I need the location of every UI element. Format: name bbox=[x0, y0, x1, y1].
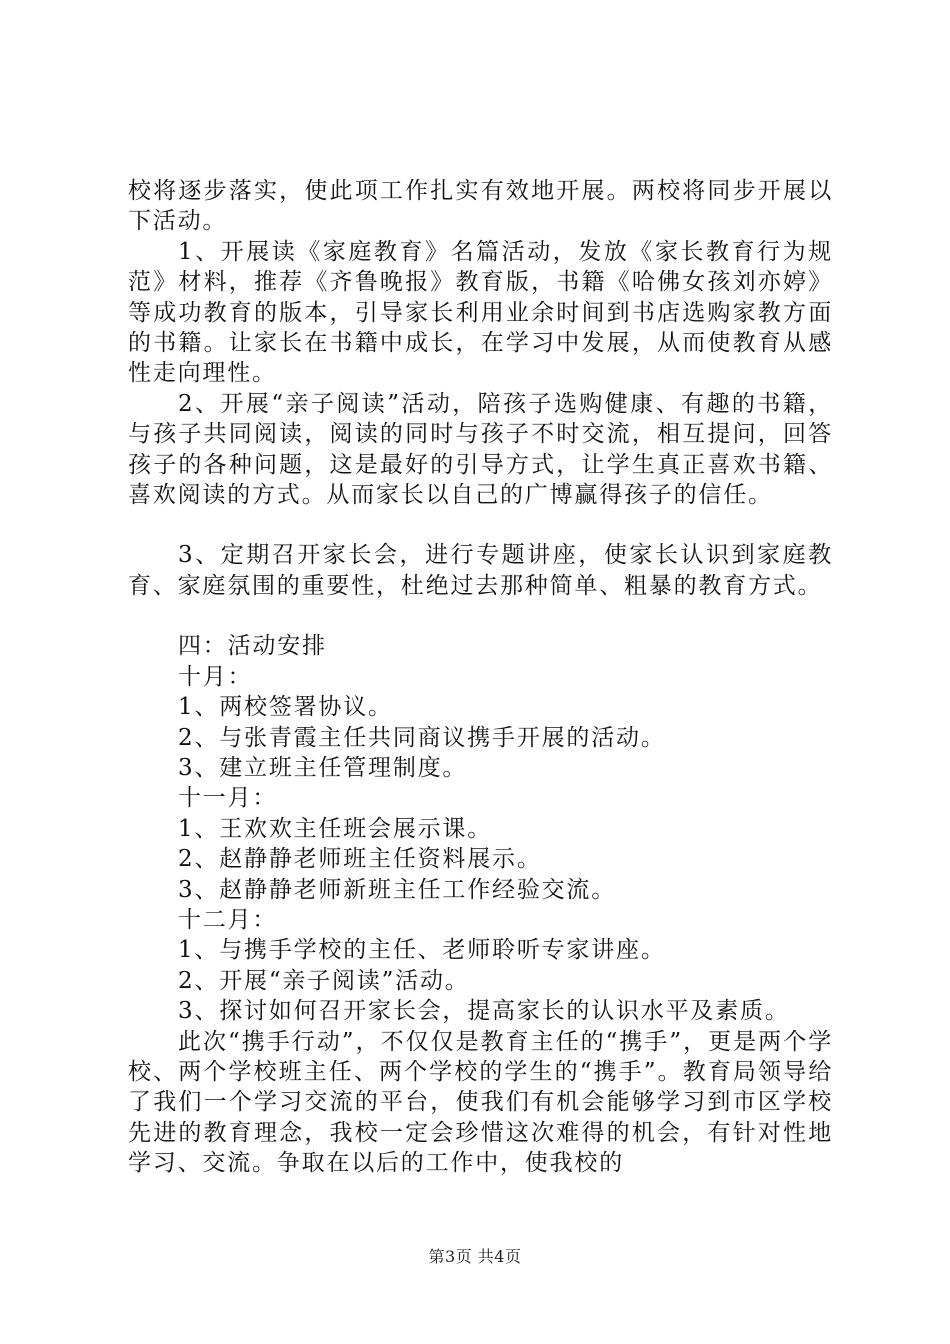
schedule-item: 3、探讨如何召开家长会，提高家长的认识水平及素质。 bbox=[178, 998, 790, 1025]
paragraph-item-1: 1、开展读《家庭教育》名篇活动，发放《家长教育行为规范》材料，推荐《齐鲁晚报》教育版，书籍《哈佛女孩刘亦婷》等成功教育的版本，引导家长利用业余时间到书店选购家教方面的书籍。让家长在书籍中成长，在学习中发展，从而使教育从感性走向理性。 bbox=[128, 238, 833, 387]
schedule-item: 1、王欢欢主任班会展示课。 bbox=[178, 815, 493, 842]
schedule-month-november: 十一月： bbox=[178, 785, 278, 812]
schedule-item: 3、建立班主任管理制度。 bbox=[178, 754, 468, 781]
document-body bbox=[128, 176, 833, 1179]
schedule-item: 2、开展“亲子阅读”活动。 bbox=[178, 967, 470, 994]
schedule-item: 1、与携手学校的主任、老师聆听专家讲座。 bbox=[178, 937, 666, 964]
schedule-heading: 四：活动安排 bbox=[178, 633, 327, 660]
schedule-item: 2、与张青霞主任共同商议携手开展的活动。 bbox=[178, 724, 666, 751]
paragraph-continuation: 校将逐步落实，使此项工作扎实有效地开展。两校将同步开展以下活动。 bbox=[128, 178, 833, 235]
paragraph-item-2: 2、开展“亲子阅读”活动，陪孩子选购健康、有趣的书籍，与孩子共同阅读，阅读的同时与孩子不时交流，相互提问，回答孩子的各种问题，这是最好的引导方式，让学生真正喜欢书籍、喜欢阅读的方式。从而家长以自己的广博赢得孩子的信任。 bbox=[128, 390, 833, 509]
schedule-item: 2、赵静静老师班主任资料展示。 bbox=[178, 846, 542, 873]
schedule-item: 3、赵静静老师新班主任工作经验交流。 bbox=[178, 876, 617, 903]
paragraph-item-3: 3、定期召开家长会，进行专题讲座，使家长认识到家庭教育、家庭氛围的重要性，杜绝过去那种简单、粗暴的教育方式。 bbox=[128, 542, 833, 599]
page-number-footer: 第3页 共4页 bbox=[428, 1247, 522, 1266]
schedule-item: 1、两校签署协议。 bbox=[178, 694, 393, 721]
paragraph-closing: 此次“携手行动”，不仅仅是教育主任的“携手”，更是两个学校、两个学校班主任、两个学校的学生的“携手”。教育局领导给了我们一个学习交流的平台，使我们有机会能够学习到市区学校先进的教育理念，我校一定会珍惜这次难得的机会，有针对性地学习、交流。争取在以后的工作中，使我校的 bbox=[128, 1028, 833, 1177]
schedule-month-december: 十二月： bbox=[178, 906, 278, 933]
schedule-month-october: 十月： bbox=[178, 663, 253, 690]
